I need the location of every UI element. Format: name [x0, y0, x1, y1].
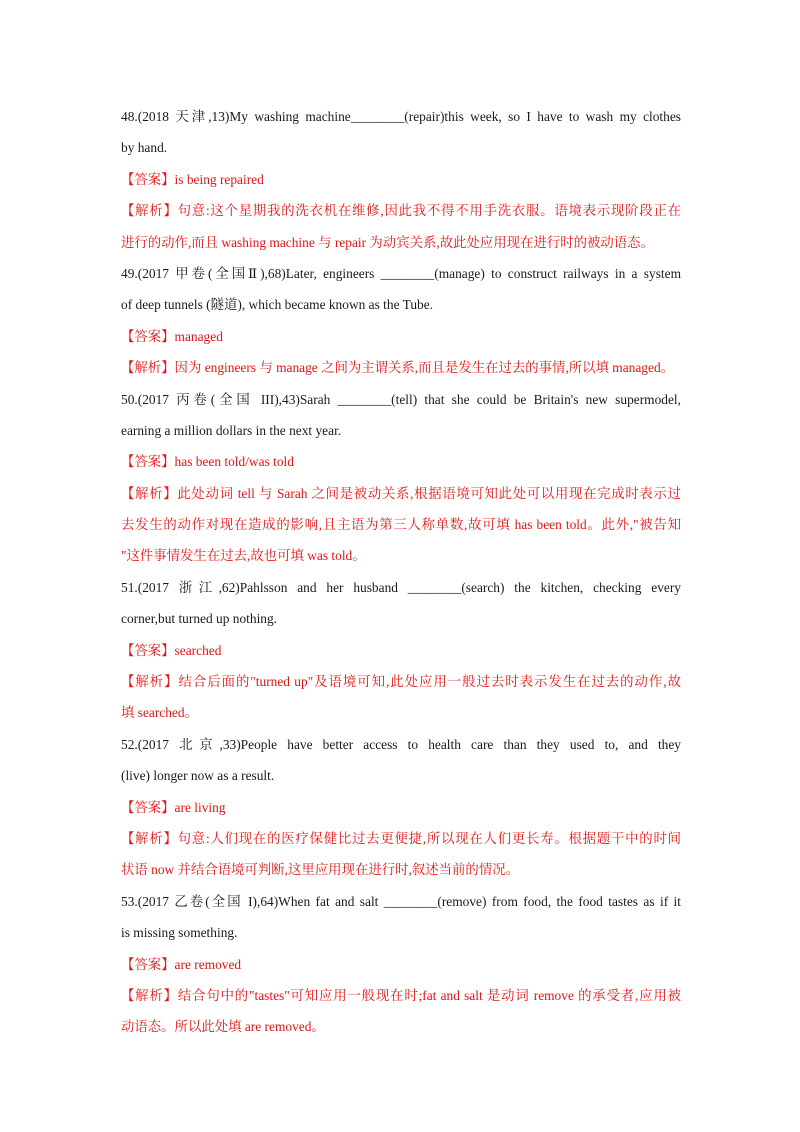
question-51-line-2: corner,but turned up nothing.: [121, 611, 278, 627]
explanation-50-line-1: 【解析】此处动词 tell 与 Sarah 之间是被动关系,根据语境可知此处可以用现在完成时表示过: [121, 485, 681, 501]
explanation-53-line-2: 动语态。所以此处填 are removed。: [121, 1019, 325, 1035]
question-52-line-2: (live) longer now as a result.: [121, 768, 275, 784]
question-53-line-2: is missing something.: [121, 925, 238, 941]
question-53-line-1: 53.(2017 乙卷(全国 I),64)When fat and salt ________(remove) from food, the food tastes as if it: [121, 893, 681, 909]
explanation-48-line-2: 进行的动作,而且 washing machine 与 repair 为动宾关系,故此处应用现在进行时的被动语态。: [121, 234, 654, 250]
explanation-50-line-3: "这件事情发生在过去,故也可填 was told。: [121, 548, 366, 564]
answer-50: 【答案】has been told/was told: [121, 454, 294, 470]
question-51-line-1: 51.(2017 浙江,62)Pahlsson and her husband ________(search) the kitchen, checking every: [121, 579, 681, 595]
explanation-52-line-2: 状语 now 并结合语境可判断,这里应用现在进行时,叙述当前的情况。: [121, 862, 519, 878]
question-52-line-1: 52.(2017 北京,33)People have better access to health care than they used to, and they: [121, 736, 681, 752]
question-48-line-1: 48.(2018 天津,13)My washing machine________(repair)this week, so I have to wash my clothes: [121, 109, 681, 124]
question-49-line-1: 49.(2017 甲卷(全国Ⅱ),68)Later, engineers ________(manage) to construct railways in a system: [121, 265, 681, 281]
explanation-48-line-1: 【解析】句意:这个星期我的洗衣机在维修,因此我不得不用手洗衣服。语境表示现阶段正在: [121, 203, 681, 219]
question-50-line-2: earning a million dollars in the next year.: [121, 422, 342, 438]
explanation-51-line-2: 填 searched。: [121, 705, 198, 721]
explanation-52-line-1: 【解析】句意:人们现在的医疗保健比过去更便捷,所以现在人们更长寿。根据题干中的时间: [121, 830, 681, 846]
answer-49: 【答案】managed: [121, 328, 223, 344]
question-50-line-1: 50.(2017 丙卷(全国 III),43)Sarah ________(tell) that she could be Britain's new supermodel,: [121, 391, 681, 407]
answer-51: 【答案】searched: [121, 642, 222, 658]
explanation-50-line-2: 去发生的动作对现在造成的影响,且主语为第三人称单数,故可填 has been told。此外,"被告知: [121, 517, 681, 533]
question-49-line-2: of deep tunnels (隧道), which became known as the Tube.: [121, 297, 434, 313]
answer-53: 【答案】are removed: [121, 956, 242, 972]
explanation-51-line-1: 【解析】结合后面的"turned up"及语境可知,此处应用一般过去时表示发生在过去的动作,故: [121, 674, 681, 690]
document-page: [121, 101, 681, 1043]
question-48-line-2: by hand.: [121, 140, 168, 156]
answer-48: 【答案】is being repaired: [121, 171, 264, 187]
explanation-53-line-1: 【解析】结合句中的"tastes"可知应用一般现在时;fat and salt 是动词 remove 的承受者,应用被: [121, 987, 681, 1003]
answer-52: 【答案】are living: [121, 799, 226, 815]
explanation-49-line-1: 【解析】因为 engineers 与 manage 之间为主谓关系,而且是发生在过去的事情,所以填 managed。: [121, 360, 675, 376]
